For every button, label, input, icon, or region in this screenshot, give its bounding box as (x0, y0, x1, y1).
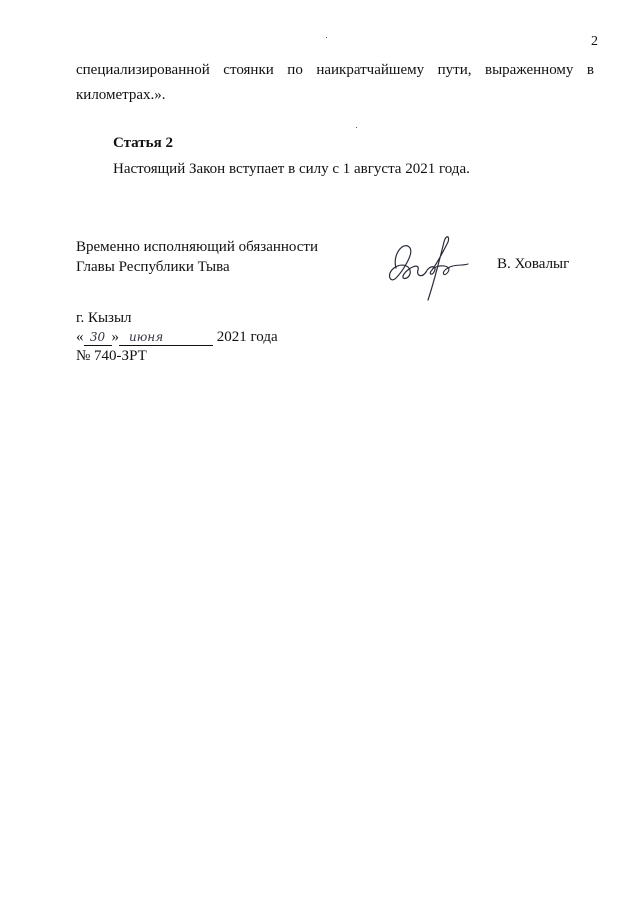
date-month: июня (119, 330, 213, 346)
signer-position (76, 237, 318, 277)
date-open-quote: « (76, 329, 84, 345)
signer-position-line-1: Временно исполняющий обязанности (76, 239, 319, 255)
page-number: 2 (591, 34, 598, 49)
signer-position-line-2: Главы Республики Тыва (76, 259, 230, 275)
city: г. Кызыл (76, 310, 132, 326)
law-number: № 740-ЗРТ (76, 348, 147, 364)
body-line-2: километрах.». (76, 87, 166, 103)
signing-date (76, 328, 278, 347)
date-close-quote: » (111, 329, 119, 345)
signer-name: В. Ховалыг (497, 256, 570, 272)
handwritten-signature (382, 228, 472, 306)
date-day: 30 (84, 330, 112, 346)
place-date-block (76, 309, 278, 366)
body-line-1: специализированной стоянки по наикратчайшему пути, выраженному в (76, 62, 594, 78)
scan-speck (356, 127, 357, 128)
date-year: 2021 года (216, 329, 278, 345)
scan-speck (326, 37, 327, 38)
article-text: Настоящий Закон вступает в силу с 1 августа 2021 года. (113, 161, 470, 177)
article-heading: Статья 2 (113, 135, 173, 151)
